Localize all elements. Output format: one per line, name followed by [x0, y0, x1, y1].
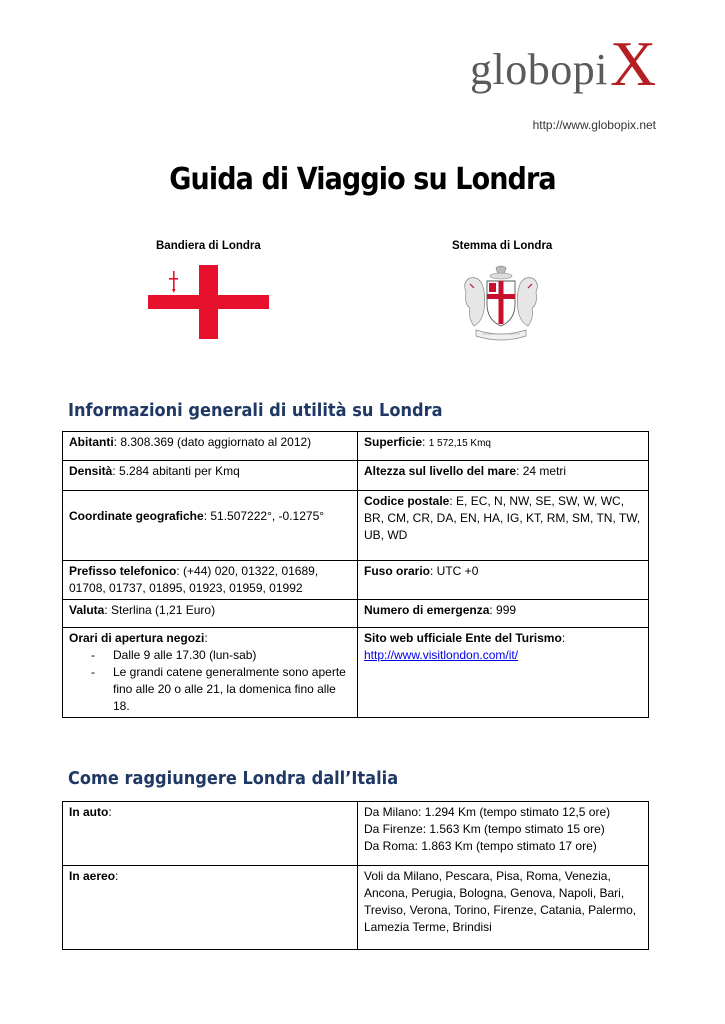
altezza-value: : 24 metri [516, 464, 567, 478]
table-row [63, 561, 649, 600]
auto-cell: In auto: [63, 802, 358, 866]
aereo-label: In aereo [69, 869, 116, 883]
valuta-cell [63, 600, 358, 628]
site-url[interactable]: http://www.globopix.net [532, 118, 656, 132]
orari-label: Orari di apertura negozi [69, 631, 205, 645]
emergenza-cell [358, 600, 649, 628]
table-row [63, 866, 649, 950]
sito-label: Sito web ufficiale Ente del Turismo [364, 631, 562, 645]
london-coat-of-arms-image [460, 264, 542, 342]
fuso-value: : UTC +0 [430, 564, 479, 578]
fuso-label: Fuso orario [364, 564, 431, 578]
list-item: - Dalle 9 alle 17.30 (lun-sab) [69, 647, 351, 664]
coordinate-cell [63, 491, 358, 561]
densita-value: : 5.284 abitanti per Kmq [112, 464, 240, 478]
arms-caption: Stemma di Londra [452, 240, 553, 252]
table-row [63, 432, 649, 461]
prefisso-label: Prefisso telefonico [69, 564, 177, 578]
aereo-value: Voli da Milano, Pescara, Pisa, Roma, Venezia, Ancona, Perugia, Bologna, Genova, Napoli, Bari, Treviso, Verona, Torino, Firenze, Catania, Palermo, Lamezia Terme, Brindisi [364, 869, 637, 934]
info-table [62, 431, 649, 718]
altezza-cell [358, 461, 649, 491]
altezza-label: Altezza sul livello del mare [364, 464, 517, 478]
sito-cell: Sito web ufficiale Ente del Turismo: http://www.visitlondon.com/it/ [358, 628, 649, 718]
auto-routes-cell [358, 802, 649, 866]
visitlondon-link[interactable]: http://www.visitlondon.com/it/ [364, 648, 519, 662]
route-roma: Da Roma: 1.863 Km (tempo stimato 17 ore) [364, 839, 597, 853]
route-milano: Da Milano: 1.294 Km (tempo stimato 12,5 ore) [364, 805, 611, 819]
table-row [63, 461, 649, 491]
abitanti-cell [63, 432, 358, 461]
info-section-heading: Informazioni generali di utilità su Londra [68, 400, 443, 421]
prefisso-cell [63, 561, 358, 600]
travel-table [62, 801, 649, 950]
codice-cell [358, 491, 649, 561]
superficie-value: 1 572,15 Kmq [428, 438, 491, 449]
travel-section-heading: Come raggiungere Londra dall’Italia [68, 768, 399, 789]
superficie-label: Superficie [364, 435, 423, 449]
coordinate-label: Coordinate geografiche [69, 509, 204, 523]
orari-cell: Orari di apertura negozi: - Dalle 9 alle 17.30 (lun-sab) - Le grandi catene generalmente sono aperte fino alle 20 o alle 21, la domenica fino alle 18. [63, 628, 358, 718]
superficie-cell: Superficie: 1 572,15 Kmq [358, 432, 649, 461]
codice-value: : E, EC, N, NW, SE, SW, W, WC, BR, CM, CR, DA, EN, HA, IG, KT, RM, SM, TN, TW, UB, WD [364, 494, 641, 542]
page-title: Guida di Viaggio su Londra [169, 162, 556, 197]
flag-caption: Bandiera di Londra [156, 240, 261, 252]
codice-label: Codice postale [364, 494, 450, 508]
orari-list [69, 647, 351, 715]
abitanti-value: : 8.308.369 (dato aggiornato al 2012) [113, 435, 312, 449]
densita-cell [63, 461, 358, 491]
emergenza-label: Numero di emergenza [364, 603, 490, 617]
london-flag-image [148, 265, 269, 339]
densita-label: Densità [69, 464, 113, 478]
prefisso-value: : (+44) 020, 01322, 01689, 01708, 01737, 01895, 01923, 01959, 01992 [69, 564, 319, 595]
auto-label: In auto [69, 805, 109, 819]
globopix-logo [470, 28, 660, 102]
table-row [63, 628, 649, 718]
logo-text: globopi [470, 45, 608, 94]
fuso-cell [358, 561, 649, 600]
logo-x: X [610, 28, 657, 99]
table-row [63, 802, 649, 866]
abitanti-label: Abitanti [69, 435, 114, 449]
aereo-routes-cell [358, 866, 649, 950]
emergenza-value: : 999 [489, 603, 517, 617]
table-row [63, 600, 649, 628]
aereo-cell: In aereo: [63, 866, 358, 950]
valuta-label: Valuta [69, 603, 105, 617]
coordinate-value: : 51.507222°, -0.1275° [203, 509, 325, 523]
valuta-value: : Sterlina (1,21 Euro) [104, 603, 216, 617]
route-firenze: Da Firenze: 1.563 Km (tempo stimato 15 ore) [364, 822, 605, 836]
list-item: - Le grandi catene generalmente sono aperte fino alle 20 o alle 21, la domenica fino alle 18. [69, 664, 351, 715]
table-row [63, 491, 649, 561]
